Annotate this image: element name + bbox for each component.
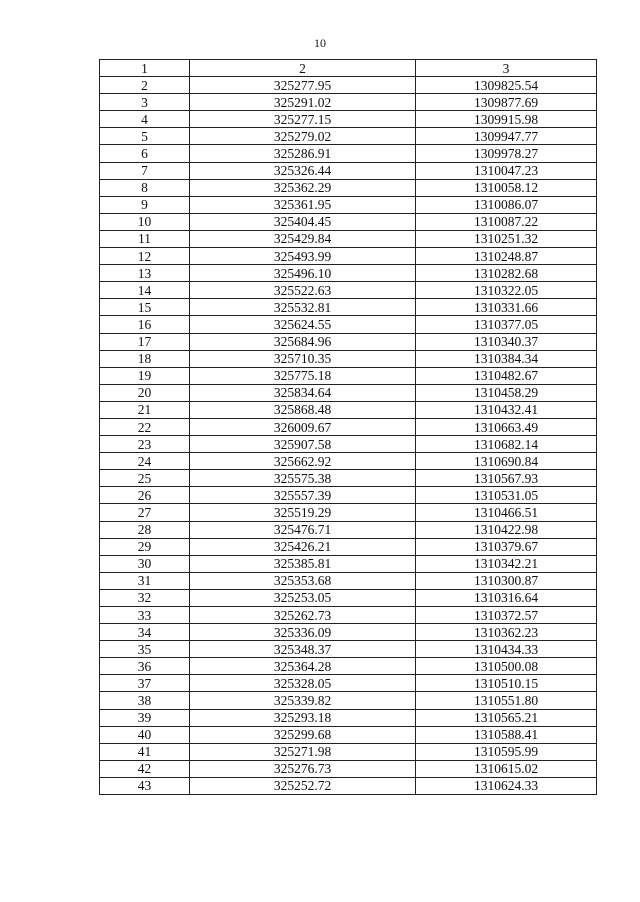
point-number-cell: 7 [100,162,190,179]
table-row [100,521,597,538]
x-coordinate-cell: 325353.68 [190,572,416,589]
table-row [100,316,597,333]
x-coordinate-cell: 325262.73 [190,607,416,624]
table-row [100,624,597,641]
x-coordinate-cell: 325364.28 [190,658,416,675]
x-coordinate-cell: 325276.73 [190,760,416,777]
point-number-cell: 35 [100,641,190,658]
y-coordinate-cell: 1310551.80 [416,692,597,709]
x-coordinate-cell: 325385.81 [190,555,416,572]
y-coordinate-cell: 1310251.32 [416,230,597,247]
point-number-cell: 6 [100,145,190,162]
x-coordinate-cell: 325557.39 [190,487,416,504]
x-coordinate-cell: 325834.64 [190,384,416,401]
table-row [100,589,597,606]
y-coordinate-cell: 1310432.41 [416,401,597,418]
x-coordinate-cell: 325662.92 [190,453,416,470]
y-coordinate-cell: 1310322.05 [416,282,597,299]
y-coordinate-cell: 1310300.87 [416,572,597,589]
y-coordinate-cell: 1310567.93 [416,470,597,487]
x-coordinate-cell: 325476.71 [190,521,416,538]
point-number-cell: 22 [100,418,190,435]
point-number-cell: 13 [100,265,190,282]
x-coordinate-cell: 325493.99 [190,248,416,265]
y-coordinate-cell: 1310510.15 [416,675,597,692]
y-coordinate-cell: 1309947.77 [416,128,597,145]
y-coordinate-cell: 1310588.41 [416,726,597,743]
table-row [100,128,597,145]
point-number-cell: 25 [100,470,190,487]
table-row [100,265,597,282]
table-row [100,453,597,470]
table-row [100,179,597,196]
table-body [100,60,597,795]
x-coordinate-cell: 325279.02 [190,128,416,145]
y-coordinate-cell: 1310682.14 [416,436,597,453]
point-number-cell: 32 [100,589,190,606]
x-coordinate-cell: 325429.84 [190,230,416,247]
table-row [100,675,597,692]
y-coordinate-cell: 1309825.54 [416,77,597,94]
point-number-cell: 9 [100,196,190,213]
point-number-cell: 31 [100,572,190,589]
table-row [100,145,597,162]
y-coordinate-cell: 1310377.05 [416,316,597,333]
x-coordinate-cell: 325271.98 [190,743,416,760]
x-coordinate-cell: 325362.29 [190,179,416,196]
x-coordinate-cell: 325336.09 [190,624,416,641]
table-header-row [100,60,597,77]
table-row [100,692,597,709]
x-coordinate-cell: 325299.68 [190,726,416,743]
point-number-cell: 15 [100,299,190,316]
x-coordinate-cell: 325907.58 [190,436,416,453]
coordinates-table [99,59,597,795]
x-coordinate-cell: 325684.96 [190,333,416,350]
x-coordinate-cell: 325404.45 [190,213,416,230]
point-number-cell: 28 [100,521,190,538]
table-row [100,196,597,213]
y-coordinate-cell: 1310316.64 [416,589,597,606]
x-coordinate-cell: 325326.44 [190,162,416,179]
table-row [100,367,597,384]
point-number-cell: 27 [100,504,190,521]
point-number-cell: 20 [100,384,190,401]
x-coordinate-cell: 325361.95 [190,196,416,213]
point-number-cell: 40 [100,726,190,743]
x-coordinate-cell: 325775.18 [190,367,416,384]
y-coordinate-cell: 1310087.22 [416,213,597,230]
point-number-cell: 30 [100,555,190,572]
y-coordinate-cell: 1310422.98 [416,521,597,538]
point-number-cell: 34 [100,624,190,641]
point-number-cell: 42 [100,760,190,777]
point-number-cell: 33 [100,607,190,624]
point-number-cell: 38 [100,692,190,709]
y-coordinate-cell: 1309915.98 [416,111,597,128]
y-coordinate-cell: 1310565.21 [416,709,597,726]
point-number-cell: 43 [100,777,190,794]
y-coordinate-cell: 1310458.29 [416,384,597,401]
point-number-cell: 19 [100,367,190,384]
table-row [100,709,597,726]
table-row [100,760,597,777]
x-coordinate-cell: 325532.81 [190,299,416,316]
x-coordinate-cell: 325868.48 [190,401,416,418]
y-coordinate-cell: 1310058.12 [416,179,597,196]
table-row [100,641,597,658]
x-coordinate-cell: 325286.91 [190,145,416,162]
y-coordinate-cell: 1310342.21 [416,555,597,572]
table-row [100,248,597,265]
y-coordinate-cell: 1310500.08 [416,658,597,675]
point-number-cell: 39 [100,709,190,726]
point-number-cell: 12 [100,248,190,265]
y-coordinate-cell: 1310372.57 [416,607,597,624]
table-row [100,77,597,94]
point-number-cell: 18 [100,350,190,367]
x-coordinate-cell: 325277.95 [190,77,416,94]
point-number-cell: 11 [100,230,190,247]
x-coordinate-cell: 325252.72 [190,777,416,794]
table-row [100,470,597,487]
table-row [100,282,597,299]
table-row [100,401,597,418]
table-row [100,162,597,179]
y-coordinate-cell: 1310690.84 [416,453,597,470]
point-number-cell: 24 [100,453,190,470]
y-coordinate-cell: 1310340.37 [416,333,597,350]
x-coordinate-cell: 325291.02 [190,94,416,111]
table-row [100,230,597,247]
table-row [100,384,597,401]
table-row [100,777,597,794]
y-coordinate-cell: 1309877.69 [416,94,597,111]
x-coordinate-cell: 325496.10 [190,265,416,282]
point-number-cell: 17 [100,333,190,350]
table-row [100,350,597,367]
table-row [100,607,597,624]
point-number-cell: 3 [100,94,190,111]
table-row [100,572,597,589]
table-row [100,436,597,453]
x-coordinate-cell: 325348.37 [190,641,416,658]
table-row [100,538,597,555]
point-number-cell: 14 [100,282,190,299]
y-coordinate-cell: 1310624.33 [416,777,597,794]
x-coordinate-cell: 325339.82 [190,692,416,709]
y-coordinate-cell: 1310362.23 [416,624,597,641]
point-number-cell: 10 [100,213,190,230]
point-number-cell: 2 [100,77,190,94]
table-row [100,94,597,111]
y-coordinate-cell: 1309978.27 [416,145,597,162]
table-row [100,111,597,128]
table-row [100,487,597,504]
x-coordinate-cell: 325624.55 [190,316,416,333]
table-row [100,504,597,521]
x-coordinate-cell: 325293.18 [190,709,416,726]
y-coordinate-cell: 1310595.99 [416,743,597,760]
y-coordinate-cell: 1310086.07 [416,196,597,213]
y-coordinate-cell: 1310531.05 [416,487,597,504]
table-row [100,726,597,743]
point-number-cell: 23 [100,436,190,453]
x-coordinate-cell: 326009.67 [190,418,416,435]
x-coordinate-cell: 325710.35 [190,350,416,367]
table-row [100,743,597,760]
point-number-cell: 4 [100,111,190,128]
table-row [100,555,597,572]
header-cell: 1 [100,60,190,77]
x-coordinate-cell: 325522.63 [190,282,416,299]
y-coordinate-cell: 1310466.51 [416,504,597,521]
page-number: 10 [314,36,326,50]
y-coordinate-cell: 1310282.68 [416,265,597,282]
x-coordinate-cell: 325519.29 [190,504,416,521]
y-coordinate-cell: 1310047.23 [416,162,597,179]
y-coordinate-cell: 1310379.67 [416,538,597,555]
y-coordinate-cell: 1310331.66 [416,299,597,316]
table-row [100,333,597,350]
table-row [100,299,597,316]
y-coordinate-cell: 1310482.67 [416,367,597,384]
x-coordinate-cell: 325575.38 [190,470,416,487]
point-number-cell: 21 [100,401,190,418]
y-coordinate-cell: 1310615.02 [416,760,597,777]
table-row [100,418,597,435]
y-coordinate-cell: 1310384.34 [416,350,597,367]
header-cell: 3 [416,60,597,77]
x-coordinate-cell: 325328.05 [190,675,416,692]
y-coordinate-cell: 1310663.49 [416,418,597,435]
table-row [100,658,597,675]
point-number-cell: 41 [100,743,190,760]
table-row [100,213,597,230]
point-number-cell: 16 [100,316,190,333]
header-cell: 2 [190,60,416,77]
y-coordinate-cell: 1310248.87 [416,248,597,265]
point-number-cell: 36 [100,658,190,675]
point-number-cell: 5 [100,128,190,145]
x-coordinate-cell: 325426.21 [190,538,416,555]
x-coordinate-cell: 325253.05 [190,589,416,606]
y-coordinate-cell: 1310434.33 [416,641,597,658]
point-number-cell: 8 [100,179,190,196]
point-number-cell: 26 [100,487,190,504]
x-coordinate-cell: 325277.15 [190,111,416,128]
point-number-cell: 29 [100,538,190,555]
point-number-cell: 37 [100,675,190,692]
